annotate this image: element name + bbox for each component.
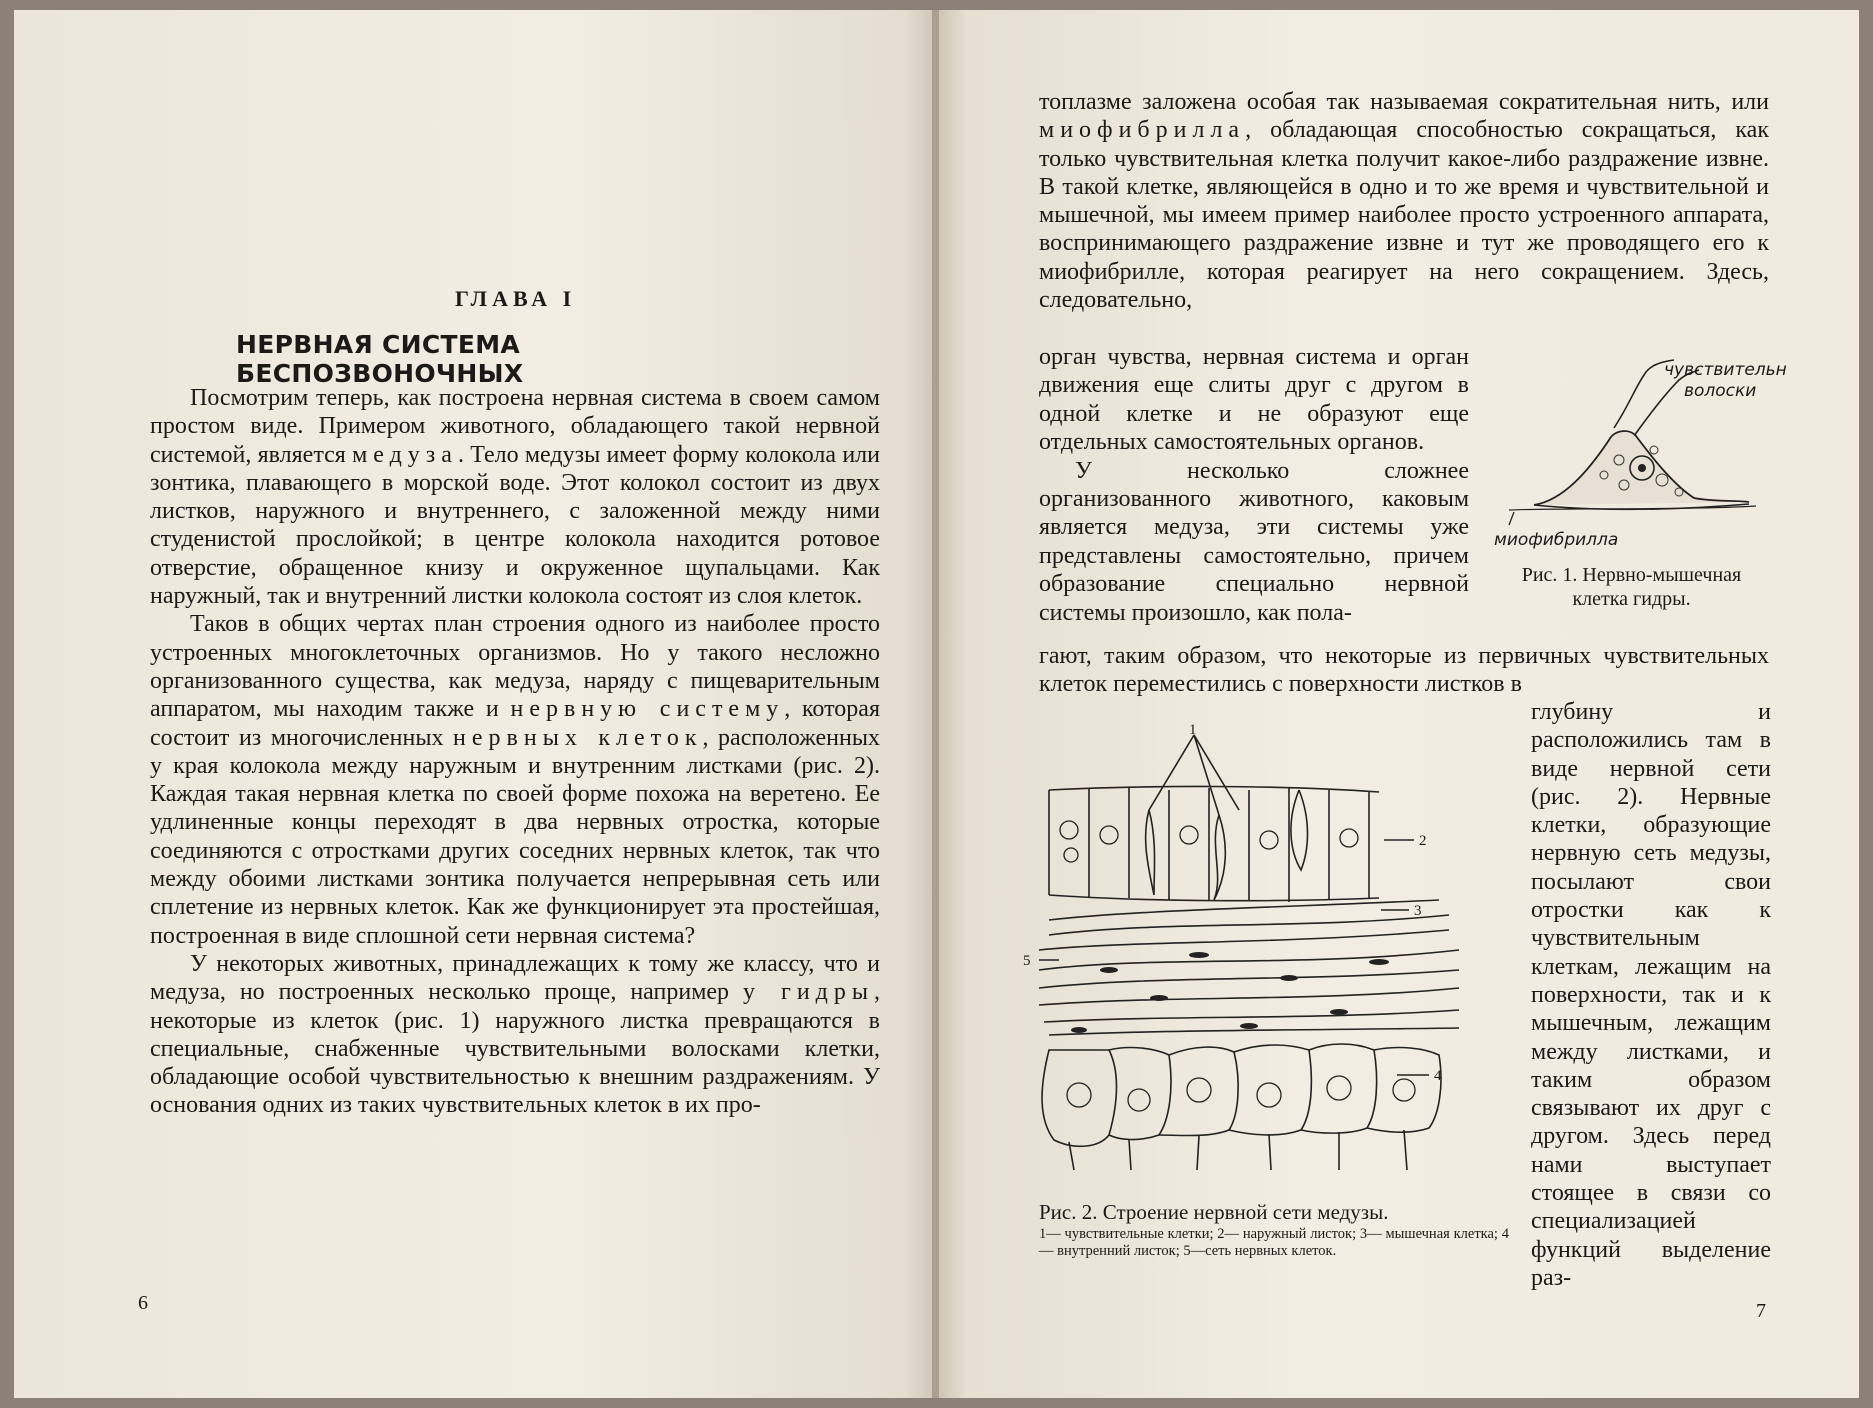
paragraph: У несколько сложнее организованного животного, каковым является медуза, эти системы уже представлены самостоятельно, причем образование специально нервной системы произошло, как пола- <box>1039 457 1469 626</box>
book-spread <box>14 10 1859 1398</box>
left-body-text <box>150 384 880 1120</box>
text-wrap-figure-2: глубину и расположились там в виде нервной сети (рис. 2). Нервные клетки, образующие нервную сеть медузы, посылают свои отростки как к чувствительным клеткам, лежащим на поверхности, так и к мышечным, лежащим между листками, и таким образом связывают их друг с другом. Здесь перед нами выступает стоящее в связи со специализацией функций выделение раз- <box>1531 699 1771 1291</box>
paragraph-full-width: гают, таким образом, что некоторые из первичных чувствительных клеток переместились с поверхности листков в <box>1039 643 1769 698</box>
right-page <box>939 10 1859 1398</box>
page-number: 7 <box>1756 1300 1766 1322</box>
label-myofibril: миофибрилла <box>1494 530 1619 550</box>
label-1: 1 <box>1189 722 1197 738</box>
emphasized-term: у гидры <box>743 979 874 1006</box>
paragraph: Посмотрим теперь, как построена нервная система в своем самом простом виде. Примером животного, обладающего такой нервной системой, является медуза. Тело медузы имеет форму колокола или зонтика, плавающего в морской воде. Этот колокол состоит из двух листков, наружного и внутреннего, с заложенной между ними студенистой прослойкой; в центре колокола находится ротовое отверстие, обращенное книзу и окруженное щупальцами. Как наружный, так и внутренний листки колокола состоят из слоя клеток. <box>150 385 880 610</box>
label-sensory-hairs: чувствительн <box>1664 360 1787 380</box>
figure-1-hydra-cell <box>1494 350 1787 550</box>
label-sensory-hairs-2: волоски <box>1684 381 1757 401</box>
paragraph: У некоторых животных, принадлежащих к тому же классу, что и медуза, но построенных несколько проще, например у гидры, некоторые из клеток (рис. 1) наружного листка превращаются в специальные, снабженные чувствительными волосками клетки, обладающие особой чувствительностью к внешним раздражениям. У основания одних из таких чувствительных клеток в их про- <box>150 950 880 1119</box>
label-2: 2 <box>1419 833 1427 849</box>
chapter-title: НЕРВНАЯ СИСТЕМА БЕСПОЗВОНОЧНЫХ <box>236 330 524 388</box>
label-4: 4 <box>1434 1068 1442 1084</box>
figure-2-legend: 1— чувствительные клетки; 2— наружный листок; 3— мышечная клетка; 4— внутренний листок; 5—сеть нервных клеток. <box>1039 1226 1509 1259</box>
paragraph: топлазме заложена особая так называемая сократительная нить, или миофибрилла, обладающая способностью сокращаться, как только чувствительная клетка получит какое-либо раздражение извне. В такой клетке, являющейся в одно и то же время и чувствительной и мышечной, мы имеем пример наиболее просто устроенного аппарата, воспринимающего раздражение извне и тут же проводящего его к миофибрилле, которая реагирует на него сокращением. Здесь, следовательно, <box>1039 89 1769 314</box>
emphasized-term: нервных клеток <box>453 724 703 751</box>
label-3: 3 <box>1414 903 1422 919</box>
text-wrap-figure-1 <box>1039 343 1469 627</box>
emphasized-term: медуза <box>352 441 458 468</box>
paragraph: Таков в общих чертах план строения одного из наиболее просто устроенных многоклеточных организмов. Но у такого несложно организованного существа, как медуза, наряду с пищеварительным аппаратом, мы находим также и нервную систему, которая состоит из многочисленных нервных клеток, расположенных у края колокола между наружным и внутренним листками (рис. 2). Каждая такая нервная клетка по своей форме похожа на веретено. Ее удлиненные концы переходят в два нервных отростка, которые соединяются с отростками других соседних нервных клеток, так что между обоими листками зонтика получается непрерывная сеть или сплетение из нервных клеток. Как же функционирует эта простейшая, построенная в виде сплошной сети нервная система? <box>150 611 880 949</box>
continued-paragraph <box>1039 88 1769 314</box>
paragraph: орган чувства, нервная система и орган движения еще слиты друг с другом в одной клетке и не образуют еще отдельных самостоятельных органов. <box>1039 344 1469 456</box>
figure-1-caption: Рис. 1. Нервно-мышечная клетка гидры. <box>1521 564 1742 610</box>
chapter-heading: ГЛАВА I <box>455 286 577 311</box>
label-5: 5 <box>1023 953 1031 969</box>
figure-2-caption: Рис. 2. Строение нервной сети медузы. <box>1039 1200 1389 1224</box>
page-number: 6 <box>138 1292 148 1314</box>
emphasized-term: нервную систему <box>510 696 785 723</box>
emphasized-term: миофибрилла <box>1039 117 1246 144</box>
figure-2-medusa-nerve-net <box>1019 722 1499 1170</box>
left-page <box>14 10 934 1398</box>
